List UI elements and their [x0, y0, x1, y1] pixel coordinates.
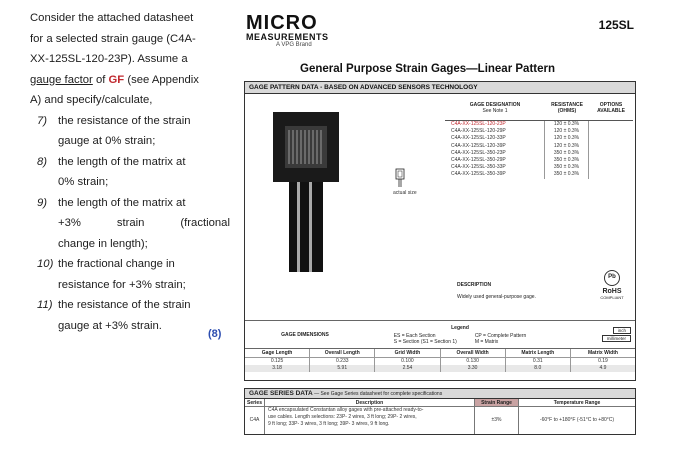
- dimension-inch: 0.125: [270, 358, 284, 364]
- actual-size-icon: [395, 168, 405, 188]
- datasheet-code: 125SL: [598, 18, 634, 32]
- question-line: the fractional change in: [58, 258, 175, 270]
- logo-subtext: A VPG Brand: [276, 42, 312, 48]
- text-fragment: (see Appendix: [124, 73, 199, 86]
- designation-cell: C4A-XX-125SL-120-23P: [451, 121, 506, 127]
- question-number: 9): [37, 196, 48, 209]
- designation-header: [445, 102, 545, 114]
- dimension-column: [375, 349, 440, 372]
- question-item-9: [30, 193, 230, 255]
- description-text: Widely used general-purpose gage.: [457, 294, 536, 300]
- question-line: the length of the matrix at: [58, 196, 186, 209]
- series-col-header: Temperature Range: [553, 400, 601, 406]
- dimension-column: [441, 349, 506, 372]
- question-item-11: [30, 295, 230, 336]
- dimension-mm: 4.9: [571, 365, 635, 372]
- section-header: GAGE PATTERN DATA - BASED ON ADVANCED SENSORS TECHNOLOGY: [245, 82, 635, 94]
- text-fragment: (fractional: [180, 217, 230, 229]
- units-key: [555, 327, 635, 343]
- series-table-header: [245, 399, 635, 407]
- series-description: [265, 407, 475, 434]
- datasheet-image: [240, 8, 640, 446]
- designation-table-body: [445, 120, 633, 179]
- dimension-header: Matrix Width: [571, 349, 635, 358]
- designation-cell: C4A-XX-125SL-120-39P: [451, 142, 506, 149]
- series-strain-range: ±3%: [475, 407, 519, 434]
- dimension-mm: 3.18: [245, 365, 309, 372]
- question-line: the length of the matrix at: [58, 155, 186, 168]
- lead-free-icon: Pb: [604, 270, 620, 286]
- gage-pattern-box: [244, 81, 636, 381]
- designation-cell: C4A-XX-125SL-120-29P: [451, 128, 506, 135]
- options-column: [589, 121, 633, 179]
- unit-inch: inch: [613, 327, 631, 334]
- dimension-inch: 0.19: [598, 358, 608, 364]
- legend-entry: S = Section (S1 = Section 1): [393, 338, 457, 345]
- gage-series-box: [244, 388, 636, 435]
- question-line: the resistance of the strain: [58, 114, 191, 127]
- resistance-header: RESISTANCE (OHMS): [551, 102, 583, 114]
- dimension-inch: 0.130: [466, 358, 479, 364]
- series-header: [245, 389, 635, 399]
- designation-cell: C4A-XX-125SL-350-29P: [451, 157, 506, 164]
- designation-column: [445, 121, 545, 179]
- question-item-7: [30, 111, 230, 152]
- question-intro-line: Consider the attached datasheet: [30, 12, 194, 24]
- question-number: 8): [37, 155, 48, 168]
- legend-entry: CP = Complete Pattern: [474, 332, 527, 339]
- legend-row: [394, 333, 527, 345]
- question-line: 0% strain;: [58, 176, 109, 188]
- text-fragment: +3%: [58, 217, 81, 229]
- resistance-cell: 120 ± 0.3%: [553, 142, 580, 149]
- designation-cell: C4A-XX-125SL-350-33P: [451, 164, 506, 171]
- designation-cell: C4A-XX-125SL-350-39P: [451, 171, 506, 178]
- dimension-mm: 2.54: [375, 365, 439, 372]
- micro-measurements-logo: [246, 14, 329, 48]
- resistance-cell: 350 ± 0.3%: [553, 171, 580, 178]
- series-header-title: GAGE SERIES DATA: [249, 390, 313, 397]
- series-col-header: Series: [245, 399, 265, 406]
- dimensions-table: [245, 348, 635, 372]
- designation-header-label: GAGE DESIGNATION: [469, 102, 521, 108]
- resistance-cell: 120 ± 0.3%: [553, 128, 580, 135]
- question-number: 7): [37, 114, 48, 127]
- dimension-inch: 0.100: [401, 358, 414, 364]
- legend-title: Legend: [451, 324, 469, 331]
- dimension-mm: 3.30: [441, 365, 505, 372]
- strain-gage-pattern-image: [271, 112, 341, 272]
- question-line: gauge at +3% strain.: [58, 319, 162, 332]
- question-panel: [30, 8, 230, 336]
- question-line: change in length);: [58, 237, 148, 250]
- resistance-cell: 350 ± 0.3%: [553, 149, 580, 156]
- logo-text-bottom: MEASUREMENTS: [246, 32, 329, 42]
- series-name: C4A: [245, 407, 265, 434]
- question-marks: (8): [208, 328, 222, 340]
- question-item-10: [30, 254, 230, 295]
- question-line: gauge at 0% strain;: [58, 135, 156, 147]
- series-header-note: — See Gage Series datasheet for complete specifications: [312, 391, 443, 397]
- dimensions-header-row: [245, 320, 635, 348]
- dimension-column: [506, 349, 571, 372]
- series-table-row: [245, 407, 635, 434]
- options-header: OPTIONS AVAILABLE: [597, 102, 625, 114]
- dimension-header: Overall Length: [310, 349, 374, 358]
- designation-note: See Note 1: [482, 108, 508, 114]
- text-fragment: of: [92, 73, 109, 86]
- resistance-cell: 120 ± 0.3%: [553, 135, 580, 142]
- gf-symbol: GF: [108, 73, 125, 86]
- dimension-header: Grid Width: [375, 349, 439, 358]
- actual-size-label: actual size: [393, 190, 417, 196]
- designation-table-header: [445, 96, 633, 120]
- dimension-column: [310, 349, 375, 372]
- unit-millimeter: millimeter: [602, 335, 631, 342]
- question-line: [58, 213, 230, 234]
- description-header: DESCRIPTION: [457, 282, 492, 288]
- legend-entry: ES = Each Section: [393, 332, 436, 339]
- dimensions-label: GAGE DIMENSIONS: [281, 331, 329, 338]
- dimensions-area: [245, 320, 635, 372]
- question-line: resistance for +3% strain;: [58, 278, 186, 291]
- designation-cell: C4A-XX-125SL-120-33P: [451, 135, 506, 142]
- question-intro-line: for a selected strain gauge (C4A-: [30, 32, 196, 45]
- designation-table: [445, 96, 633, 179]
- resistance-cell: 350 ± 0.3%: [553, 157, 580, 164]
- description-block: [457, 282, 536, 300]
- question-line: the resistance of the strain: [58, 299, 191, 311]
- question-intro-line: A) and specify/calculate,: [30, 94, 153, 106]
- dimension-header: Matrix Length: [506, 349, 570, 358]
- question-number: 11): [37, 299, 53, 311]
- datasheet-title: General Purpose Strain Gages—Linear Pattern: [300, 63, 555, 75]
- designation-cell: C4A-XX-125SL-350-23P: [451, 149, 506, 156]
- question-intro-line: XX-125SL-120-23P). Assume a: [30, 53, 188, 65]
- dimension-header: Gage Length: [245, 349, 309, 358]
- question-number: 10): [37, 258, 54, 270]
- text-fragment: strain: [116, 217, 145, 229]
- series-description-line: 9 ft long; 33P- 3 wires, 3 ft long; 39P- 3 wires, 9 ft long.: [268, 421, 390, 427]
- logo-text-top: MICRO: [246, 12, 318, 34]
- dimension-mm: 5.91: [310, 365, 374, 372]
- resistance-cell: 350 ± 0.3%: [553, 164, 580, 171]
- dimension-mm: 8.0: [506, 365, 570, 372]
- dimension-inch: 0.233: [336, 358, 349, 364]
- question-list: [30, 111, 230, 337]
- rohs-label: RoHS: [602, 288, 622, 295]
- dimension-header: Overall Width: [441, 349, 505, 358]
- resistance-cell: 120 ± 0.3%: [553, 121, 580, 127]
- resistance-column: [545, 121, 589, 179]
- rohs-badge: [595, 270, 629, 300]
- dimension-column: [245, 349, 310, 372]
- dimension-column: [571, 349, 635, 372]
- gauge-factor-term: gauge factor: [30, 73, 93, 86]
- series-description-line: use cables. Length selections: 23P- 2 wires, 3 ft long; 29P- 2 wires,: [268, 414, 417, 420]
- dimension-inch: 0.31: [532, 358, 543, 364]
- question-intro-line: [30, 70, 230, 91]
- series-description-line: C4A encapsulated Constantan alloy gages with pre-attached ready-to-: [268, 407, 424, 413]
- series-col-header: Description: [265, 399, 475, 406]
- legend: [365, 325, 555, 345]
- series-col-header: Strain Range: [475, 399, 519, 406]
- series-temperature-range: -60°F to +180°F (-51°C to +80°C): [539, 417, 615, 423]
- legend-entry: M = Matrix: [474, 338, 499, 345]
- question-item-8: [30, 152, 230, 193]
- rohs-sublabel: COMPLIANT: [600, 295, 624, 300]
